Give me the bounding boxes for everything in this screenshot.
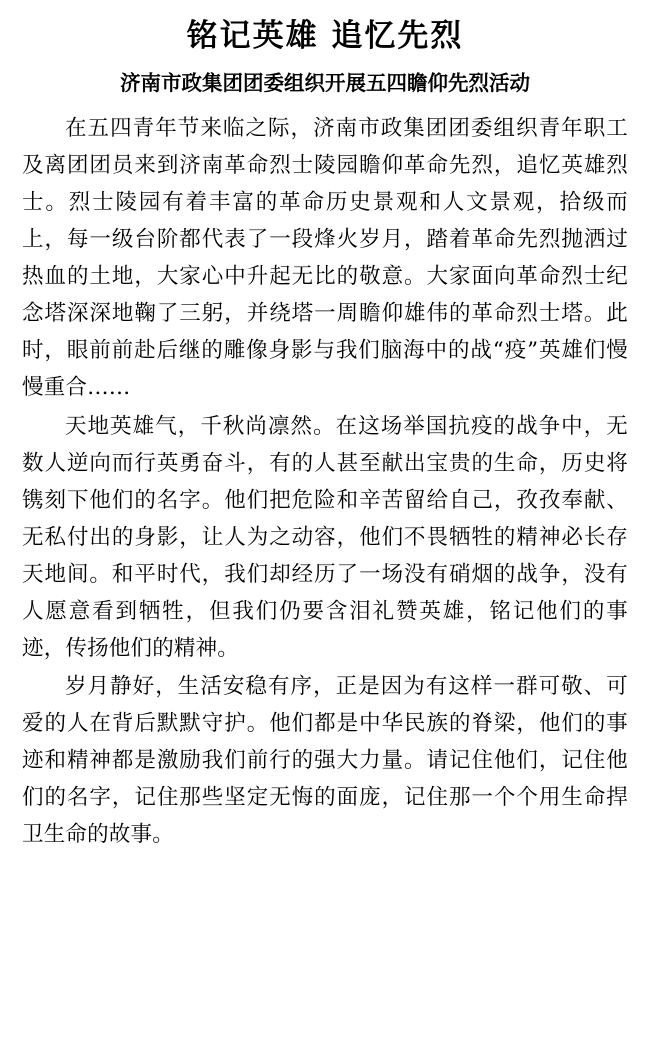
paragraph: 岁月静好，生活安稳有序，正是因为有这样一群可敬、可爱的人在背后默默守护。他们都是中华民族的脊梁，他们的事迹和精神都是激励我们前行的强大力量。请记住他们，记住他们的名字，记住那些坚定无悔的面庞，记住那一个个用生命捍卫生命的故事。 [22, 674, 628, 848]
page-subtitle: 济南市政集团团委组织开展五四瞻仰先烈活动 [120, 71, 530, 96]
page-title: 铭记英雄 追忆先烈 [186, 18, 464, 54]
paragraph: 天地英雄气，千秋尚凛然。在这场举国抗疫的战争中，无数人逆向而行英勇奋斗，有的人甚至献出宝贵的生命，历史将镌刻下他们的名字。他们把危险和辛苦留给自己，孜孜奉献、无私付出的身影，让人为之动容，他们不畏牺牲的精神必长存天地间。和平时代，我们却经历了一场没有硝烟的战争，没有人愿意看到牺牲，但我们仍要含泪礼赞英雄，铭记他们的事迹，传扬他们的精神。 [22, 413, 628, 661]
document-body [22, 111, 628, 854]
paragraph: 在五四青年节来临之际，济南市政集团团委组织青年职工及离团团员来到济南革命烈士陵园瞻仰革命先烈，追忆英雄烈士。烈士陵园有着丰富的革命历史景观和人文景观，拾级而上，每一级台阶都代表了一段烽火岁月，踏着革命先烈抛洒过热血的土地，大家心中升起无比的敬意。大家面向革命烈士纪念塔深深地鞠了三躬，并绕塔一周瞻仰雄伟的革命烈士塔。此时，眼前前赴后继的雕像身影与我们脑海中的战“疫”英雄们慢慢重合…… [22, 115, 628, 400]
